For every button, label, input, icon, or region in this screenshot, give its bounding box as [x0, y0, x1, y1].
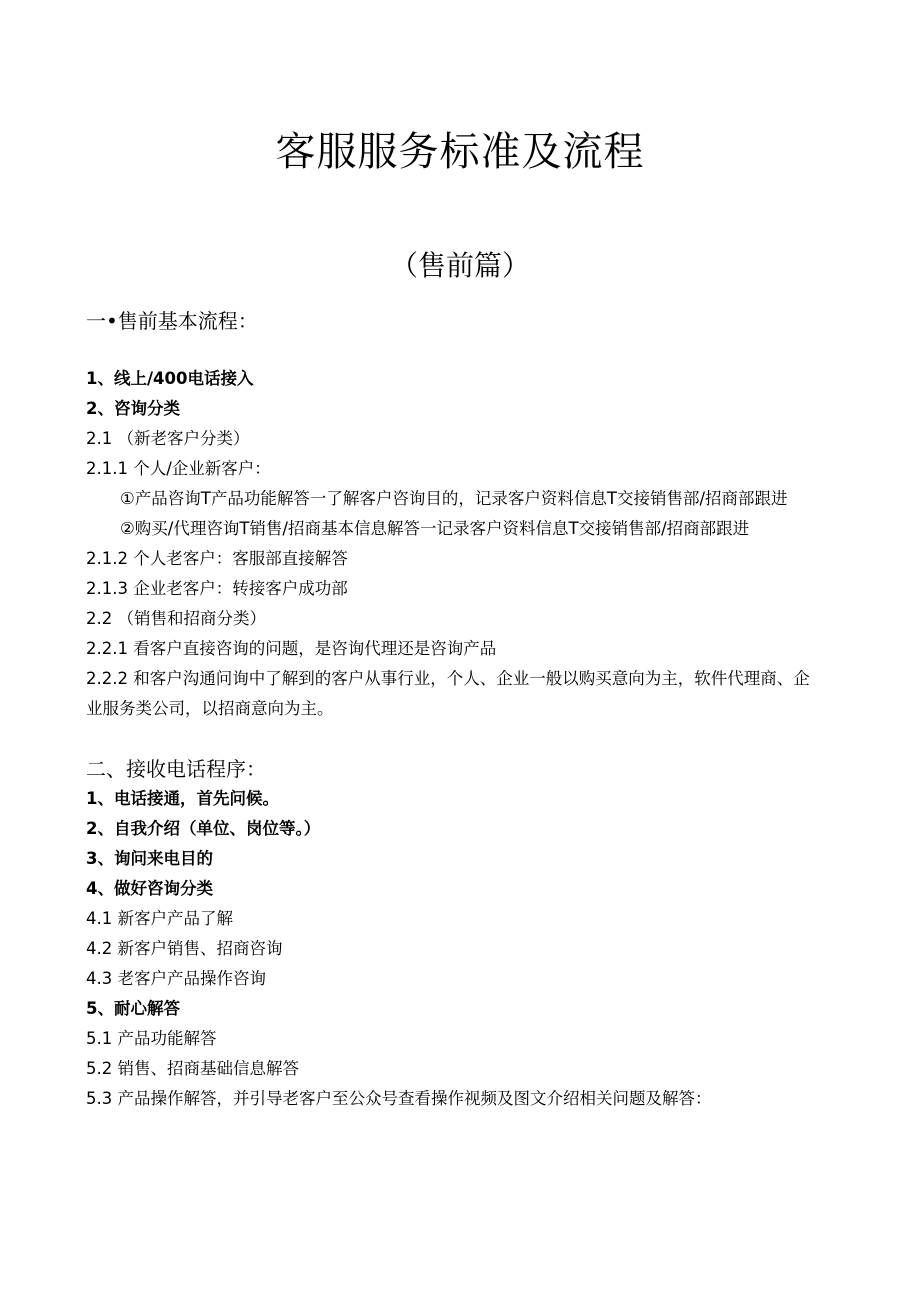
document-body [86, 306, 822, 1114]
sub-step-line: 2.2 （销售和招商分类） [86, 609, 266, 628]
step-line: 4、做好咨询分类 [86, 879, 213, 898]
step-line: 1、线上/400电话接入 [86, 369, 254, 388]
step-line: 5、耐心解答 [86, 999, 180, 1018]
sub-step-line: 5.1 产品功能解答 [86, 1029, 217, 1048]
sub-step-line: 5.3 产品操作解答，并引导老客户至公众号查看操作视频及图文介绍相关问题及解答： [86, 1089, 712, 1108]
section-heading-presales-process: 一•售前基本流程： [86, 309, 258, 333]
section-heading-call-procedure: 二、接收电话程序： [86, 757, 266, 781]
sub-step-line: 2.1.1 个人/企业新客户： [86, 459, 271, 478]
document-title: 客服服务标准及流程 [275, 129, 645, 175]
sub-step-line: 4.1 新客户产品了解 [86, 909, 233, 928]
paragraph-line: ①产品咨询T产品功能解答一了解客户咨询目的，记录客户资料信息T交接销售部/招商部跟进 [120, 489, 788, 508]
sub-step-line: 2.2.1 看客户直接咨询的问题，是咨询代理还是咨询产品 [86, 639, 497, 658]
document-subtitle: （售前篇） [389, 249, 530, 282]
step-line: 2、咨询分类 [86, 399, 180, 418]
sub-step-line: 4.3 老客户产品操作咨询 [86, 969, 266, 988]
sub-step-line: 2.1.3 企业老客户：转接客户成功部 [86, 579, 348, 598]
sub-step-line: 2.1 （新老客户分类） [86, 429, 250, 448]
sub-step-line: 2.1.2 个人老客户：客服部直接解答 [86, 549, 348, 568]
step-line: 2、自我介绍（单位、岗位等。） [86, 819, 321, 838]
sub-step-line: 4.2 新客户销售、招商咨询 [86, 939, 283, 958]
step-line: 1、电话接通，首先问候。 [86, 789, 279, 808]
paragraph-line: 2.2.2 和客户沟通问询中了解到的客户从事行业，个人、企业一般以购买意向为主，软件代理商、企业服务类公司，以招商意向为主。 [86, 669, 810, 718]
sub-step-line: 5.2 销售、招商基础信息解答 [86, 1059, 299, 1078]
paragraph-line: ②购买/代理咨询T销售/招商基本信息解答一记录客户资料信息T交接销售部/招商部跟进 [120, 519, 750, 538]
step-line: 3、询问来电目的 [86, 849, 213, 868]
